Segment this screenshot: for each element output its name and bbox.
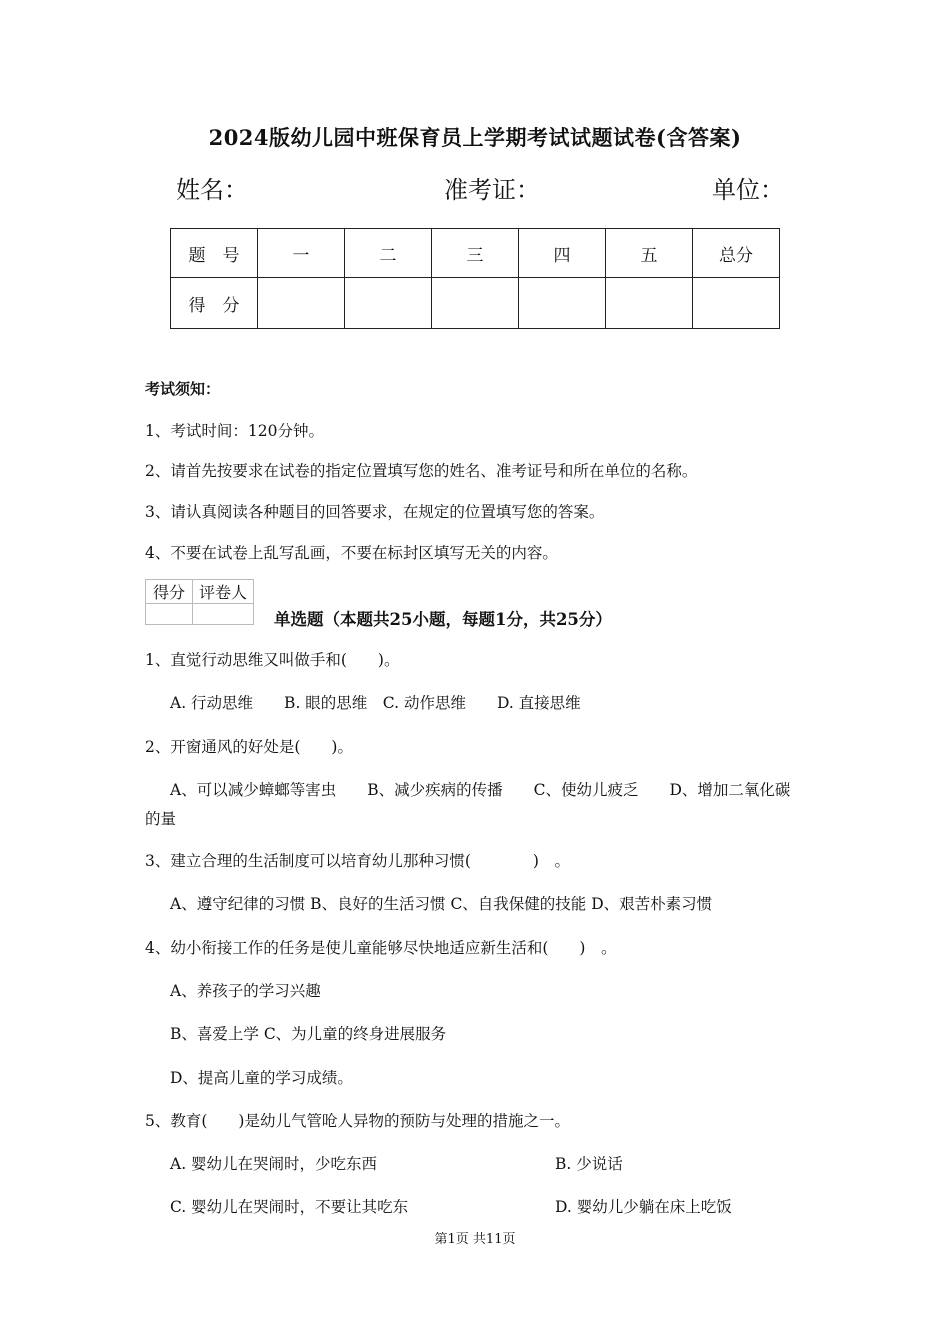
score-table-header-cell: 三 (432, 229, 519, 278)
notice-heading: 考试须知： (145, 380, 221, 398)
question-option: B. 少说话 (555, 1155, 623, 1173)
score-table-header-cell: 题 号 (171, 229, 258, 278)
notice-item: 4、不要在试卷上乱写乱画，不要在标封区填写无关的内容。 (145, 544, 558, 562)
question-option: C. 婴幼儿在哭闹时，不要让其吃东 (170, 1198, 409, 1216)
score-table-header-cell: 总分 (693, 229, 780, 278)
section-heading: 单选题（本题共25小题，每题1分，共25分） (274, 610, 612, 629)
score-table-header-cell: 四 (519, 229, 606, 278)
score-row-label: 得 分 (171, 278, 258, 329)
question-options: A. 行动思维 B. 眼的思维 C. 动作思维 D. 直接思维 (170, 694, 581, 712)
score-cell[interactable] (258, 278, 345, 329)
score-cell[interactable] (432, 278, 519, 329)
question-stem: 4、幼小衔接工作的任务是使儿童能够尽快地适应新生活和( ) 。 (145, 939, 617, 957)
question-stem: 1、直觉行动思维又叫做手和( )。 (145, 651, 400, 669)
page-footer: 第1页 共11页 (434, 1232, 516, 1247)
notice-item: 1、考试时间：120分钟。 (145, 422, 324, 440)
score-table-header-cell: 二 (345, 229, 432, 278)
grader-box-score-label: 得分 (146, 580, 193, 604)
notice-item: 2、请首先按要求在试卷的指定位置填写您的姓名、准考证号和所在单位的名称。 (145, 462, 698, 480)
page-title: 2024版幼儿园中班保育员上学期考试试题试卷(含答案) (208, 125, 742, 150)
score-table-header-cell: 五 (606, 229, 693, 278)
score-table-header-row (171, 229, 780, 278)
question-option: A、养孩子的学习兴趣 (170, 982, 321, 1000)
question-options: A、遵守纪律的习惯 B、良好的生活习惯 C、自我保健的技能 D、艰苦朴素习惯 (170, 895, 713, 913)
grader-box-score-cell[interactable] (146, 604, 193, 625)
unit-field-label: 单位： (712, 176, 784, 204)
question-stem: 3、建立合理的生活制度可以培育幼儿那种习惯( ) 。 (145, 852, 570, 870)
score-cell[interactable] (345, 278, 432, 329)
score-table (170, 228, 780, 329)
score-cell[interactable] (519, 278, 606, 329)
question-options-continued: 的量 (145, 810, 177, 828)
question-stem: 2、开窗通风的好处是( )。 (145, 738, 353, 756)
question-stem: 5、教育( )是幼儿气管呛人异物的预防与处理的措施之一。 (145, 1112, 570, 1130)
grader-box-grader-cell[interactable] (193, 604, 254, 625)
notice-item: 3、请认真阅读各种题目的回答要求，在规定的位置填写您的答案。 (145, 503, 605, 521)
question-option: D. 婴幼儿少躺在床上吃饭 (555, 1198, 732, 1216)
score-table-score-row (171, 278, 780, 329)
score-cell[interactable] (693, 278, 780, 329)
question-option: A. 婴幼儿在哭闹时，少吃东西 (170, 1155, 378, 1173)
name-field-label: 姓名： (176, 176, 248, 204)
exam-number-field-label: 准考证： (444, 176, 540, 204)
grader-box (145, 579, 254, 625)
grader-box-grader-label: 评卷人 (193, 580, 254, 604)
score-cell[interactable] (606, 278, 693, 329)
score-table-header-cell: 一 (258, 229, 345, 278)
question-option: D、提高儿童的学习成绩。 (170, 1069, 353, 1087)
question-options: A、可以减少蟑螂等害虫 B、减少疾病的传播 C、使幼儿疲乏 D、增加二氧化碳 (170, 781, 791, 799)
question-option: B、喜爱上学 C、为儿童的终身进展服务 (170, 1025, 447, 1043)
